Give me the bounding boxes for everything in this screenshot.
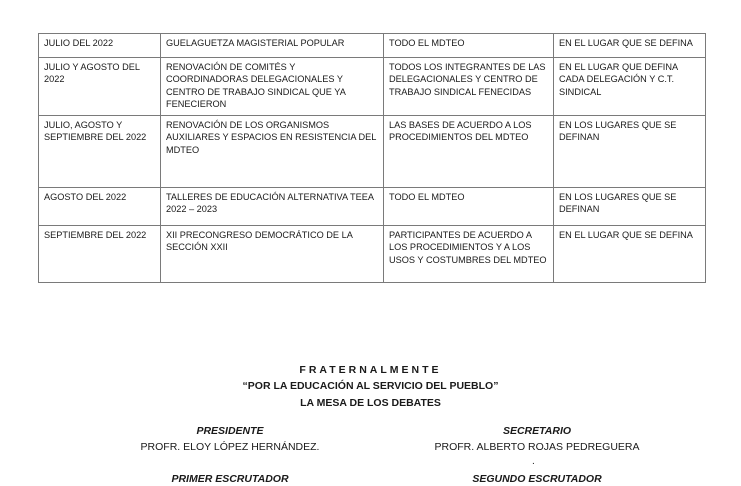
place-cell: EN LOS LUGARES QUE SE DEFINAN <box>554 116 706 188</box>
place-cell: EN EL LUGAR QUE SE DEFINA <box>554 34 706 58</box>
activity-cell: RENOVACIÓN DE LOS ORGANISMOS AUXILIARES Y ESPACIOS EN RESISTENCIA DEL MDTEO <box>161 116 384 188</box>
secretary-role: SECRETARIO <box>502 425 572 437</box>
place-cell: EN EL LUGAR QUE SE DEFINA <box>554 226 706 283</box>
place-cell: EN EL LUGAR QUE DEFINA CADA DELEGACIÓN Y C.T. SINDICAL <box>554 58 706 116</box>
first-teller-role: PRIMER ESCRUTADOR <box>171 473 289 485</box>
table-row <box>39 116 706 188</box>
participants-cell: PARTICIPANTES DE ACUERDO A LOS PROCEDIMIENTOS Y A LOS USOS Y COSTUMBRES DEL MDTEO <box>384 226 554 283</box>
participants-cell: TODO EL MDTEO <box>384 188 554 226</box>
closing-fraternal: FRATERNALMENTE <box>299 364 442 376</box>
closing-mesa-title: LA MESA DE LOS DEBATES <box>300 397 441 409</box>
secretary-name: PROFR. ALBERTO ROJAS PEDREGUERA <box>434 441 640 453</box>
date-cell: JULIO DEL 2022 <box>39 34 161 58</box>
table-row <box>39 226 706 283</box>
president-name: PROFR. ELOY LÓPEZ HERNÁNDEZ. <box>140 441 320 453</box>
activity-cell: RENOVACIÓN DE COMITÉS Y COORDINADORAS DELEGACIONALES Y CENTRO DE TRABAJO SINDICAL QUE YA FENECIERON <box>161 58 384 116</box>
second-teller-role: SEGUNDO ESCRUTADOR <box>472 473 602 485</box>
secretary-dot: . <box>532 456 535 467</box>
activity-cell: GUELAGUETZA MAGISTERIAL POPULAR <box>161 34 384 58</box>
participants-cell: LAS BASES DE ACUERDO A LOS PROCEDIMIENTOS DEL MDTEO <box>384 116 554 188</box>
activity-cell: XII PRECONGRESO DEMOCRÁTICO DE LA SECCIÓN XXII <box>161 226 384 283</box>
date-cell: JULIO Y AGOSTO DEL 2022 <box>39 58 161 116</box>
schedule-table <box>38 33 706 283</box>
president-role: PRESIDENTE <box>196 425 264 437</box>
activity-cell: TALLERES DE EDUCACIÓN ALTERNATIVA TEEA 2022 – 2023 <box>161 188 384 226</box>
table-row <box>39 34 706 58</box>
date-cell: SEPTIEMBRE DEL 2022 <box>39 226 161 283</box>
table-row <box>39 188 706 226</box>
closing-motto: “POR LA EDUCACIÓN AL SERVICIO DEL PUEBLO” <box>242 380 499 392</box>
table-row <box>39 58 706 116</box>
participants-cell: TODO EL MDTEO <box>384 34 554 58</box>
date-cell: AGOSTO DEL 2022 <box>39 188 161 226</box>
participants-cell: TODOS LOS INTEGRANTES DE LAS DELEGACIONALES Y CENTRO DE TRABAJO SINDICAL FENECIDAS <box>384 58 554 116</box>
date-cell: JULIO, AGOSTO Y SEPTIEMBRE DEL 2022 <box>39 116 161 188</box>
place-cell: EN LOS LUGARES QUE SE DEFINAN <box>554 188 706 226</box>
